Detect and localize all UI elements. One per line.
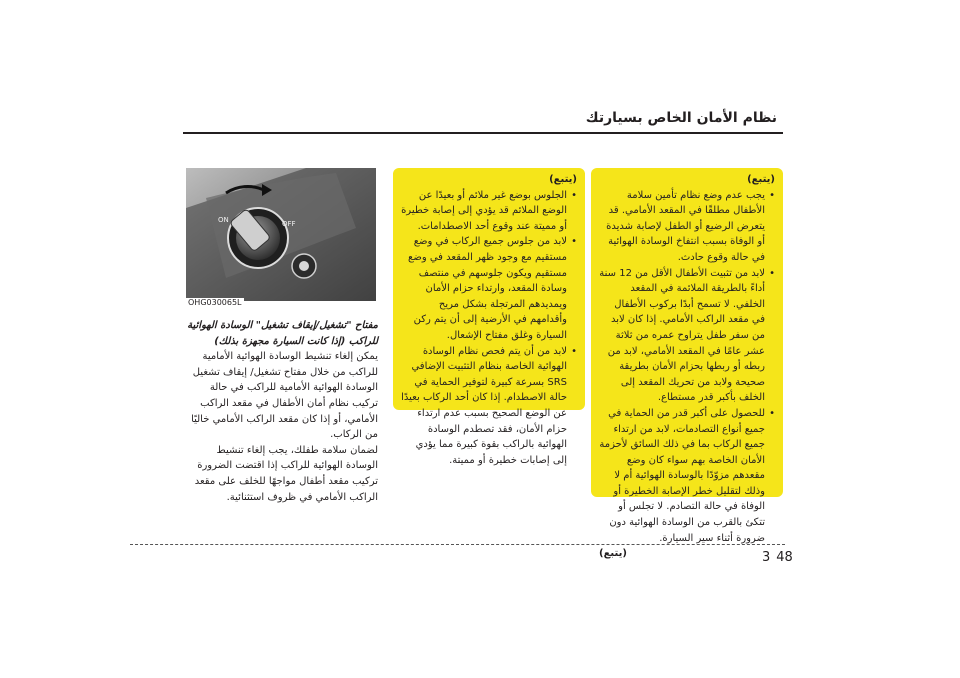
warning-list [599,188,775,547]
body-paragraph: يمكن إلغاء تنشيط الوسادة الهوائية الأمامية للراكب من خلال مفتاح تشغيل/ إيقاف تشغيل الوسادة الهوائية الأمامية للراكب في حالة تركيب نظام أمان الأطفال في مقعد الراكب الأمامي، أو إذا كان مقعد الراكب الأمامي خاليًا من الركاب. [191,351,378,441]
svg-text:ON: ON [218,216,229,224]
page-number-value: 48 [776,550,793,565]
svg-text:OFF: OFF [282,220,296,228]
section-subheading: مفتاح "تشغيل/إيقاف تشغيل" الوسادة الهوائية للراكب (إذا كانت السيارة مجهزة بذلك) [187,320,378,347]
warning-box-middle [393,168,585,466]
airbag-switch-photo [186,168,376,301]
warning-item: • الجلوس بوضع غير ملائم أو بعيدًا عن الوضع الملائم قد يؤدي إلى إصابة خطيرة أو مميتة عند وقوع أحد الاصطدامات. [401,188,567,235]
body-paragraph: لضمان سلامة طفلك، يجب إلغاء تنشيط الوسادة الهوائية للراكب إذا اقتضت الضرورة تركيب مقعد أطفال مواجهًا للخلف على مقعد الراكب الأمامي في ظروف استثنائية. [194,444,378,503]
warning-item: • يجب عدم وضع نظام تأمين سلامة الأطفال مطلقًا في المقعد الأمامي. قد يتعرض الرضيع أو الطفل لإصابة شديدة أو الوفاة بسبب انتفاخ الوسادة الهوائية في حالة وقوع حادث. [599,188,765,266]
footer-divider [130,544,785,545]
header-divider [183,132,783,134]
warning-continued-heading: (يتبع) [549,174,577,185]
figure-code: OHG030065L [188,298,242,307]
warning-list [401,188,577,469]
warning-item: • لابد من جلوس جميع الركاب في وضع مستقيم مع وجود ظهر المقعد في وضع مستقيم ويكون جلوسهم في منتصف وسادة المقعد، وارتداء حزام الأمان ويمديدهم المرتجلة بشكل مريح وأقدامهم في الأرضية إلى أن يتم ركن السيارة وغلق مفتاح الإشعال. [401,234,567,343]
warning-continued-footer: (يتبع) [599,548,627,560]
warning-item: • للحصول على أكبر قدر من الحماية في جميع أنواع التصادمات، لابد من ارتداء جميع الركاب بما في ذلك السائق لأحزمة الأمان الخاصة بهم سواء كان وضع مقعدهم مزوّدًا بالوسادة الهوائية أم لا وذلك لتقليل خطر الإصابة الخطيرة أو الوفاة في حالة التصادم. لا تجلس أو تتكئ بالقرب من الوسادة الهوائية دون ضرورة أثناء سير السيارة. [599,406,765,546]
page-header-title: نظام الأمان الخاص بسيارتك [585,110,777,126]
warning-item: • لابد من تثبيت الأطفال الأقل من 12 سنة أداءً بالطريقة الملائمة في المقعد الخلفي. لا تسمح أبدًا بركوب الأطفال في مقعد الراكب الأمامي. إذا كان لابد من سفر طفل يتراوح عمره من ثلاثة عشر عامًا في المقعد الأمامي، لابد من ربطه أو ربطها بحزام الأمان بطريقة صحيحة ولابد من تحريك المقعد إلى الخلف بأكبر قدر مستطاع. [599,266,765,406]
page-number [762,550,793,565]
chapter-number: 3 [762,550,771,565]
airbag-switch-illustration [186,168,376,301]
warning-continued-heading: (يتبع) [747,174,775,185]
warning-item: • لابد من أن يتم فحص نظام الوسادة الهوائية الخاصة بنظام التثبيت الإضافي SRS بسرعة كبيرة لتوفير الحماية في حالة الاصطدام. إذا كان أحد الركاب بعيدًا عن الوضع الصحيح بسبب عدم ارتداء حزام الأمان، فقد تصطدم الوسادة الهوائية بالراكب بقوة كبيرة مما يؤدي إلى إصابات خطيرة أو مميتة. [401,344,567,469]
warning-box-right [591,168,783,560]
text-column-left [183,318,378,505]
